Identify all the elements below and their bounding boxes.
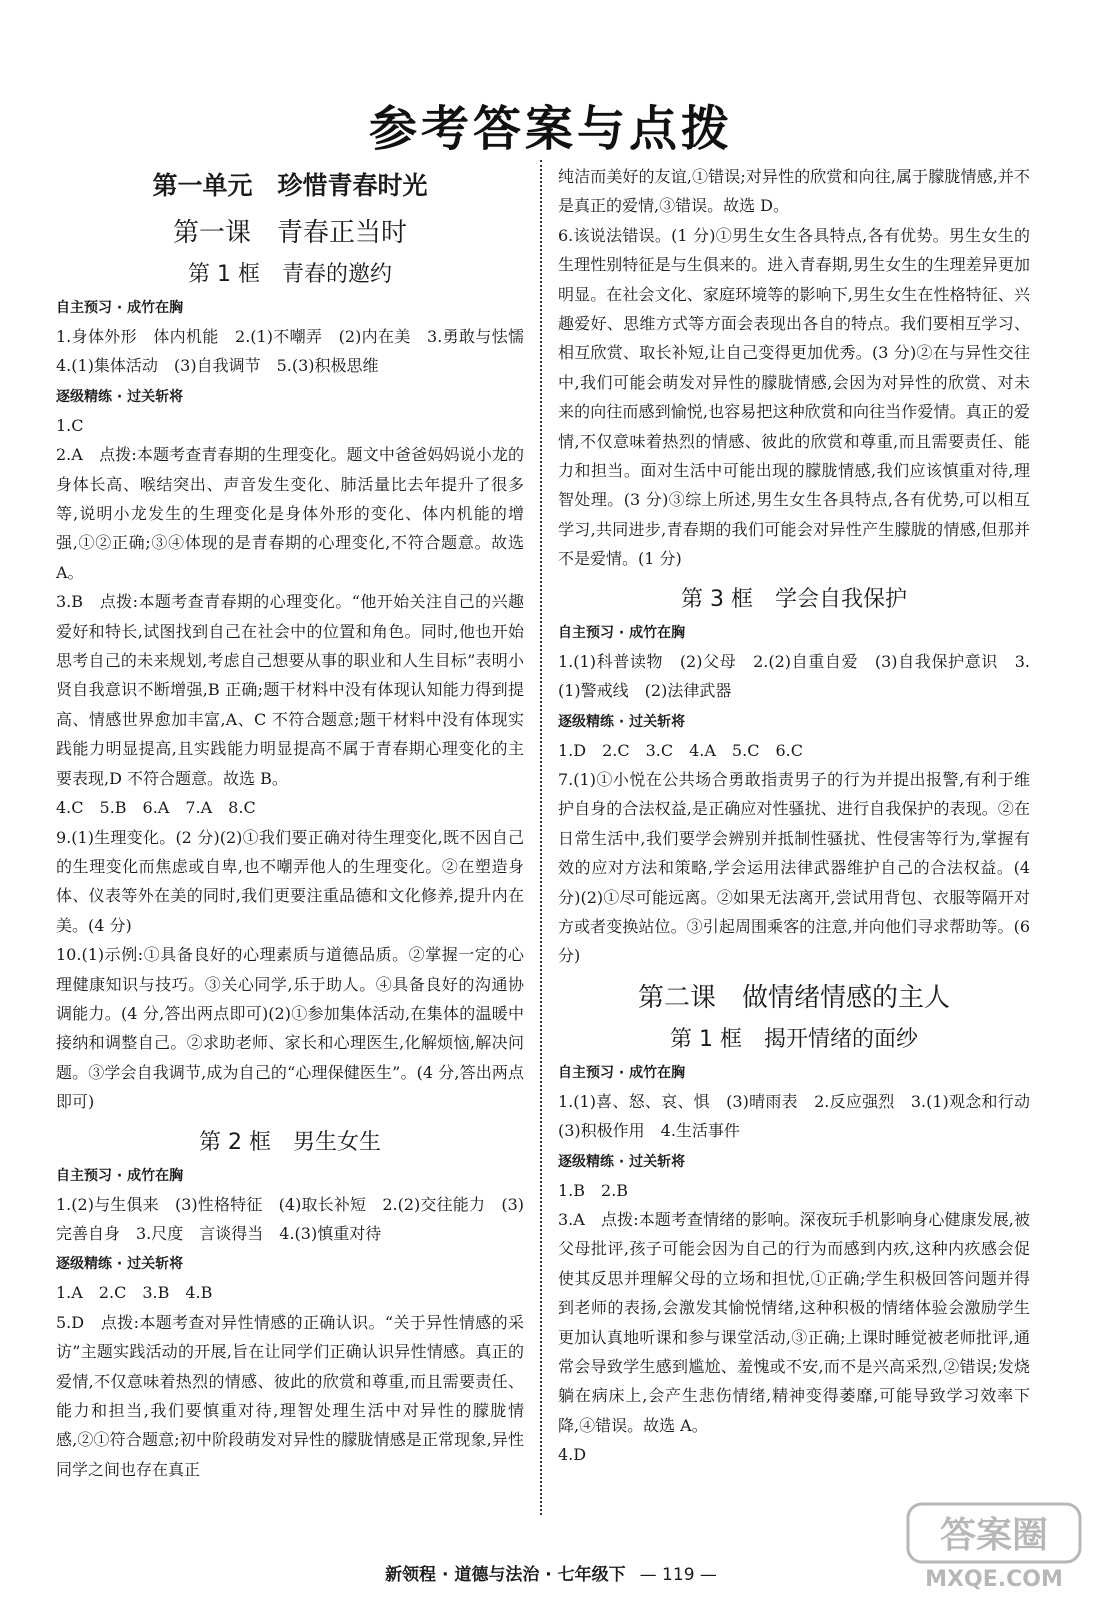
lesson-heading: 第二课 做情绪情感的主人 <box>637 982 950 1013</box>
frame-heading: 第 1 框 揭开情绪的面纱 <box>670 1026 918 1052</box>
answer-paragraph: 1.(1)科普读物 (2)父母 2.(2)自重自爱 (3)自我保护意识 3.(1)警戒线 (2)法律武器 <box>558 651 1030 701</box>
section-heading: 逐级精练 · 过关斩将 <box>558 1153 686 1170</box>
page-title: 参考答案与点拨 <box>368 101 733 157</box>
answer-paragraph: 5.D 点拨:本题考查对异性情感的正确认识。“关于异性情感的采访”主题实践活动的开展,旨在让同学们正确认识异性情感。真正的爱情,不仅意味着热烈的情感、彼此的欣赏和尊重,而且需要责任、能力和担当,我们要慎重对待,理智处理生活中对异性的朦胧情感,②①符合题意;初中阶段萌发对异性的朦胧情感是正常现象,异性同学之间也存在真正 <box>56 1312 524 1479</box>
section-heading: 自主预习 · 成竹在胸 <box>558 1064 686 1081</box>
answer-paragraph: 1.B 2.B <box>558 1180 629 1200</box>
column-divider <box>540 160 542 1515</box>
section-heading: 自主预习 · 成竹在胸 <box>558 624 686 641</box>
answer-paragraph: 4.D <box>558 1445 587 1465</box>
section-heading: 逐级精练 · 过关斩将 <box>56 388 184 405</box>
lesson-heading: 第一课 青春正当时 <box>172 218 407 248</box>
answer-paragraph: 3.A 点拨:本题考查情绪的影响。深夜玩手机影响身心健康发展,被父母批评,孩子可能会因为自己的行为而感到内疚,这种内疚感会促使其反思并理解父母的立场和担忧,①正确;学生积极回答问题并得到老师的表扬,会激发其愉悦情绪,这种积极的情绪体验会激励学生更加认真地听课和参与课堂活动,③正确;上课时睡觉被老师批评,通常会导致学生感到尴尬、羞愧或不安,而不是兴高采烈,②错误;发烧躺在病床上,会产生悲伤情绪,精神变得萎靡,可能导致学习效率下降,④错误。故选 A。 <box>558 1209 1030 1435</box>
frame-heading: 第 3 框 学会自我保护 <box>681 586 907 612</box>
answer-paragraph: 1.A 2.C 3.B 4.B <box>56 1283 213 1303</box>
answer-paragraph: 6.该说法错误。(1 分)①男生女生各具特点,各有优势。男生女生的生理性别特征是与生俱来的。进入青春期,男生女生的生理差异更加明显。在社会文化、家庭环境等的影响下,男生女生在性格特征、兴趣爱好、思维方式等方面会表现出各自的特点。我们要相互学习、相互欣赏、取长补短,让自己变得更加优秀。(3 分)②在与异性交往中,我们可能会萌发对异性的朦胧情感,会因为对异性的欣赏、对未来的向往而感到愉悦,也容易把这种欣赏和向往当作爱情。真正的爱情,不仅意味着热烈的情感、彼此的欣赏和尊重,而且需要责任、能力和担当。面对生活中可能出现的朦胧情感,我们应该慎重对待,理智处理。(3 分)③综上所述,男生女生各具特点,各有优势,可以相互学习,共同进步,青春期的我们可能会对异性产生朦胧的情感,但那并不是爱情。(1 分) <box>558 225 1030 569</box>
answer-paragraph: 1.身体外形 体内机能 2.(1)不嘲弄 (2)内在美 3.勇敢与怯懦 4.(1)集体活动 (3)自我调节 5.(3)积极思维 <box>56 327 541 376</box>
watermark-logo-icon <box>906 1502 1082 1592</box>
section-heading: 自主预习 · 成竹在胸 <box>56 300 184 316</box>
watermark-text: 答案圈 <box>939 1515 1049 1556</box>
section-heading: 自主预习 · 成竹在胸 <box>56 1167 184 1184</box>
answer-paragraph: 10.(1)示例:①具备良好的心理素质与道德品质。②掌握一定的心理健康知识与技巧。③关心同学,乐于助人。④具备良好的沟通协调能力。(4 分,答出两点即可)(2)①参加集体活动,在集体的温暖中接纳和调整自己。②求助老师、家长和心理医生,化解烦恼,解决问题。③学会自我调节,成为自己的“心理保健医生”。(4 分,答出两点即可) <box>56 945 524 1112</box>
left-column <box>56 162 541 1484</box>
frame-heading: 第 1 框 青春的邀约 <box>188 262 392 287</box>
answer-paragraph: 1.C <box>56 415 84 435</box>
answer-paragraph: 4.C 5.B 6.A 7.A 8.C <box>56 798 256 818</box>
frame-heading: 第 2 框 男生女生 <box>199 1129 381 1155</box>
right-column <box>558 162 1047 1470</box>
answer-paragraph: 2.A 点拨:本题考查青春期的生理变化。题文中爸爸妈妈说小龙的身体长高、喉结突出、声音发生变化、肺活量比去年提升了很多等,说明小龙发生的生理变化是身体外形的变化、体内机能的增强,①②正确;③④体现的是青春期的心理变化,不符合题意。故选 A。 <box>56 445 530 582</box>
answer-paragraph: 7.(1)①小悦在公共场合勇敢指责男子的行为并提出报警,有利于维护自身的合法权益,是正确应对性骚扰、进行自我保护的表现。②在日常生活中,我们要学会辨别并抵制性骚扰、性侵害等行为,掌握有效的应对方法和策略,学会运用法律武器维护自己的合法权益。(4 分)(2)①尽可能远离。②如果无法离开,尝试用背包、衣服等隔开对方或者变换站位。③引起周围乘客的注意,并向他们寻求帮助等。(6 分) <box>558 769 1036 966</box>
answer-paragraph: 1.(1)喜、怒、哀、惧 (3)晴雨表 2.反应强烈 3.(1)观念和行动 (3)积极作用 4.生活事件 <box>558 1091 1047 1141</box>
watermark-url: MXQE.COM <box>925 1567 1063 1592</box>
answer-paragraph: 纯洁而美好的友谊,①错误;对异性的欣赏和向往,属于朦胧情感,并不是真正的爱情,③错误。故选 D。 <box>558 167 1030 216</box>
answer-paragraph: 9.(1)生理变化。(2 分)(2)①我们要正确对待生理变化,既不因自己的生理变化而焦虑或自卑,也不嘲弄他人的生理变化。②在塑造身体、仪表等外在美的同时,我们更要注重品德和文化修养,提升内在美。(4 分) <box>56 827 524 935</box>
answer-paragraph: 3.B 点拨:本题考查青春期的心理变化。“他开始关注自己的兴趣爱好和特长,试图找到自己在社会中的位置和角色。同时,他也开始思考自己的未来规划,考虑自己想要从事的职业和人生目标”表明小贤自我意识不断增强,B 正确;题干材料中没有体现认知能力得到提高、情感世界愈加丰富,A、C 不符合题意;题干材料中没有体现实践能力明显提高,且实践能力明显提高不属于青春期心理变化的主要表现,D 不符合题意。故选 B。 <box>56 592 524 788</box>
answer-paragraph: 1.(2)与生俱来 (3)性格特征 (4)取长补短 2.(2)交往能力 (3)完善自身 3.尺度 言谈得当 4.(3)慎重对待 <box>56 1194 524 1243</box>
page-number: — 119 — <box>639 1565 717 1585</box>
section-heading: 逐级精练 · 过关斩将 <box>56 1256 184 1273</box>
unit-heading: 第一单元 珍惜青春时光 <box>152 171 428 200</box>
section-heading: 逐级精练 · 过关斩将 <box>558 713 686 730</box>
answer-paragraph: 1.D 2.C 3.C 4.A 5.C 6.C <box>558 740 803 760</box>
footer-book-title: 新领程 · 道德与法治 · 七年级下 <box>385 1565 626 1585</box>
